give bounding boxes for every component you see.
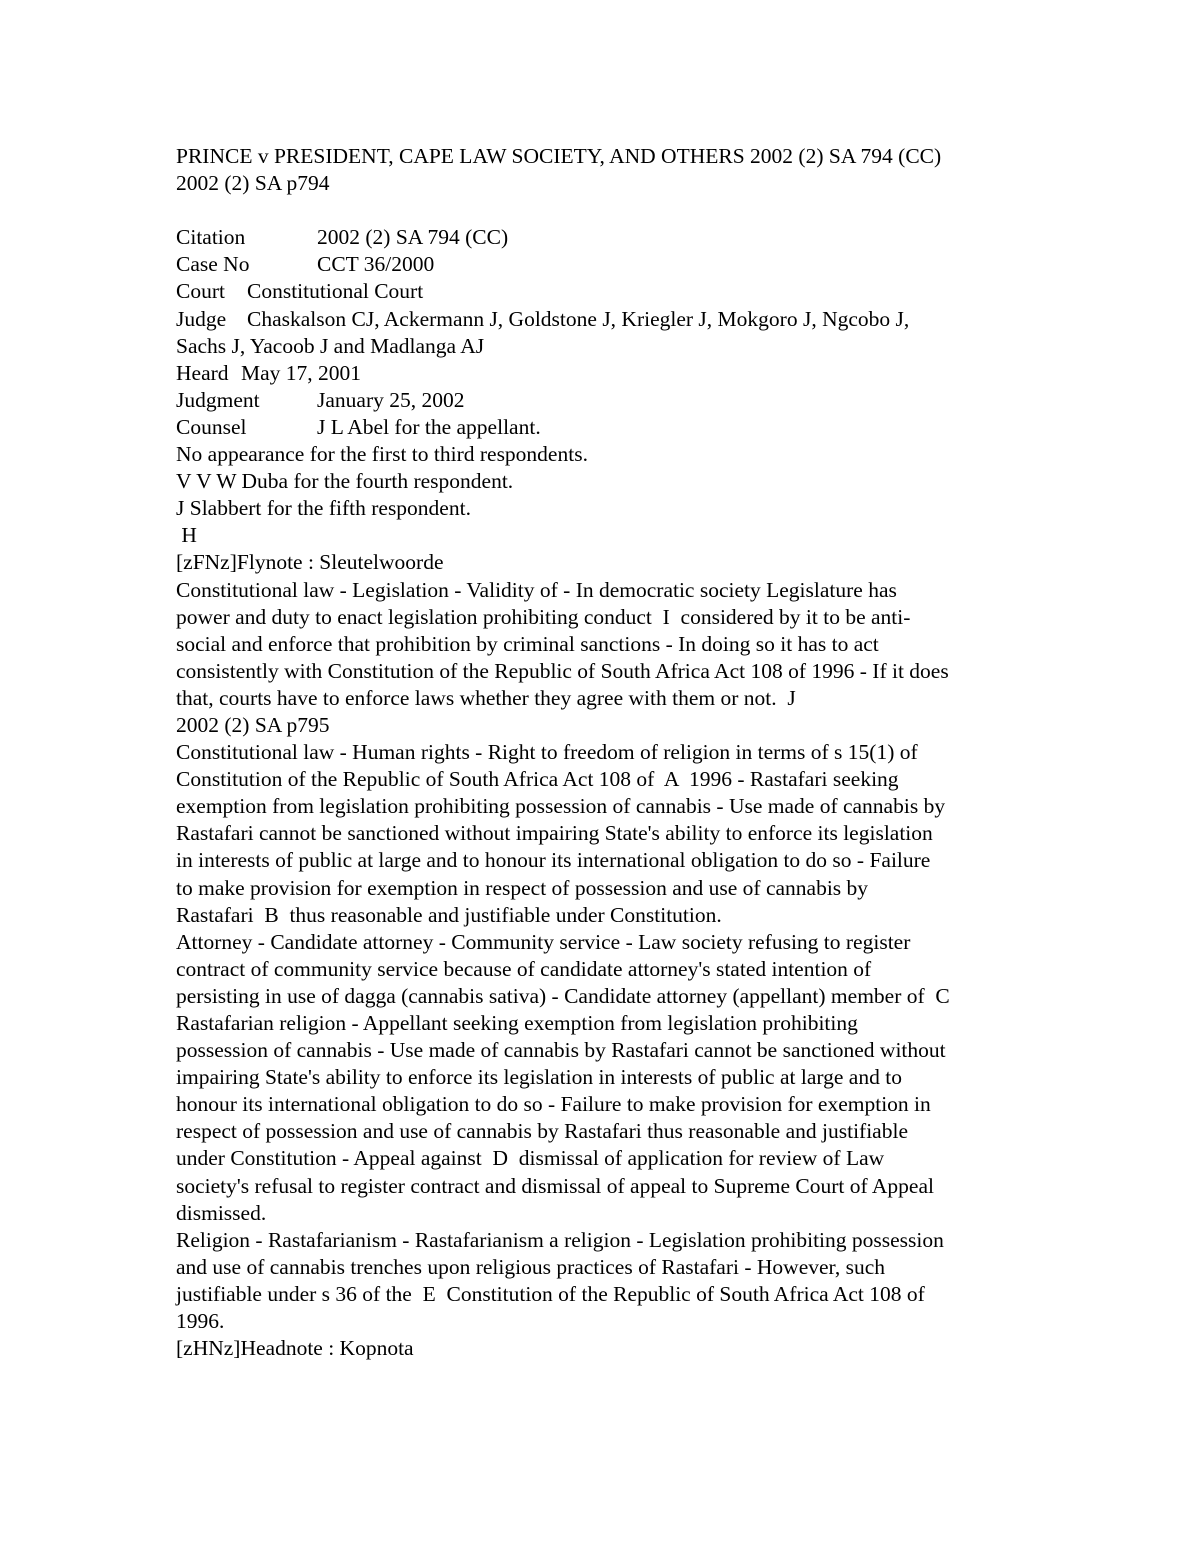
text-line: Constitution of the Republic of South Africa Act 108 of A 1996 - Rastafari seeking xyxy=(176,767,899,792)
document-page xyxy=(176,143,1036,1362)
text-line: Attorney - Candidate attorney - Community service - Law society refusing to register xyxy=(176,929,911,954)
judgment-value: January 25, 2002 xyxy=(317,387,465,412)
text-line: contract of community service because of candidate attorney's stated intention of xyxy=(176,956,872,981)
heard-row xyxy=(176,360,1036,387)
judgment-label: Judgment xyxy=(176,387,260,412)
blank-line xyxy=(176,197,1036,224)
text-line: 1996. xyxy=(176,1309,225,1334)
text-line: that, courts have to enforce laws whether they agree with them or not. J xyxy=(176,685,796,710)
text-line: exemption from legislation prohibiting possession of cannabis - Use made of cannabis by xyxy=(176,794,946,819)
judge-row xyxy=(176,306,1036,333)
counsel-line-2: No appearance for the first to third respondents. xyxy=(176,442,588,467)
text-line: Rastafarian religion - Appellant seeking exemption from legislation prohibiting xyxy=(176,1011,858,1035)
text-line: in interests of public at large and to honour its international obligation to do so - Failure xyxy=(176,848,931,873)
flynote-heading: [zFNz]Flynote : Sleutelwoorde xyxy=(176,550,444,575)
text-line: Rastafari B thus reasonable and justifiable under Constitution. xyxy=(176,902,722,927)
text-line: persisting in use of dagga (cannabis sativa) - Candidate attorney (appellant) member of C xyxy=(176,983,950,1008)
text-line: possession of cannabis - Use made of cannabis by Rastafari cannot be sanctioned without xyxy=(176,1038,946,1063)
flynote-paragraph-2 xyxy=(176,739,1036,929)
case-no-value: CCT 36/2000 xyxy=(317,252,435,277)
page-reference: 2002 (2) SA p794 xyxy=(176,171,330,196)
citation-label: Citation xyxy=(176,225,246,250)
text-line: power and duty to enact legislation prohibiting conduct I considered by it to be anti- xyxy=(176,604,911,629)
text-line: and use of cannabis trenches upon religious practices of Rastafari - However, such xyxy=(176,1254,885,1279)
text-line: dismissed. xyxy=(176,1200,267,1225)
counsel-row xyxy=(176,414,1036,441)
text-line: respect of possession and use of cannabis by Rastafari thus reasonable and justifiable xyxy=(176,1119,908,1144)
page-reference: 2002 (2) SA p795 xyxy=(176,712,330,737)
court-row xyxy=(176,278,1036,305)
counsel-label: Counsel xyxy=(176,414,247,439)
text-line: Religion - Rastafarianism - Rastafarianism a religion - Legislation prohibiting possession xyxy=(176,1227,944,1252)
text-line: Constitutional law - Legislation - Validity of - In democratic society Legislature has xyxy=(176,577,897,602)
text-line: social and enforce that prohibition by criminal sanctions - In doing so it has to act xyxy=(176,631,879,656)
document-title: PRINCE v PRESIDENT, CAPE LAW SOCIETY, AND OTHERS 2002 (2) SA 794 (CC) xyxy=(176,144,942,168)
text-line: to make provision for exemption in respect of possession and use of cannabis by xyxy=(176,875,869,900)
flynote-paragraph-4 xyxy=(176,1227,1036,1335)
text-line: justifiable under s 36 of the E Constitution of the Republic of South Africa Act 108 of xyxy=(176,1281,925,1306)
judge-label: Judge xyxy=(176,306,227,331)
flynote-paragraph-3 xyxy=(176,929,1036,1227)
citation-value: 2002 (2) SA 794 (CC) xyxy=(317,225,509,250)
flynote-paragraph-1 xyxy=(176,577,1036,712)
heard-value: May 17, 2001 xyxy=(241,360,362,385)
court-value: Constitutional Court xyxy=(247,279,424,304)
text-line: consistently with Constitution of the Republic of South Africa Act 108 of 1996 - If it does xyxy=(176,658,949,683)
judge-value: Chaskalson CJ, Ackermann J, Goldstone J, Kriegler J, Mokgoro J, Ngcobo J, xyxy=(247,306,910,331)
judgment-row xyxy=(176,387,1036,414)
case-no-row xyxy=(176,251,1036,278)
counsel-line-4: J Slabbert for the fifth respondent. xyxy=(176,496,471,521)
text-line: society's refusal to register contract and dismissal of appeal to Supreme Court of Appeal xyxy=(176,1173,934,1198)
counsel-line-3: V V W Duba for the fourth respondent. xyxy=(176,469,514,494)
heard-label: Heard xyxy=(176,360,229,385)
text-line: Constitutional law - Human rights - Right to freedom of religion in terms of s 15(1) of xyxy=(176,740,918,765)
text-line: under Constitution - Appeal against D dismissal of application for review of Law xyxy=(176,1146,885,1171)
margin-marker: H xyxy=(176,523,197,548)
court-label: Court xyxy=(176,279,225,304)
judge-row-continued: Sachs J, Yacoob J and Madlanga AJ xyxy=(176,333,485,358)
text-line: honour its international obligation to do so - Failure to make provision for exemption in xyxy=(176,1092,931,1117)
case-no-label: Case No xyxy=(176,252,250,277)
text-line: impairing State's ability to enforce its legislation in interests of public at large and to xyxy=(176,1065,902,1090)
counsel-value: J L Abel for the appellant. xyxy=(317,414,541,439)
text-line: Rastafari cannot be sanctioned without impairing State's ability to enforce its legislation xyxy=(176,821,933,846)
headnote-heading: [zHNz]Headnote : Kopnota xyxy=(176,1336,414,1361)
citation-row xyxy=(176,224,1036,251)
